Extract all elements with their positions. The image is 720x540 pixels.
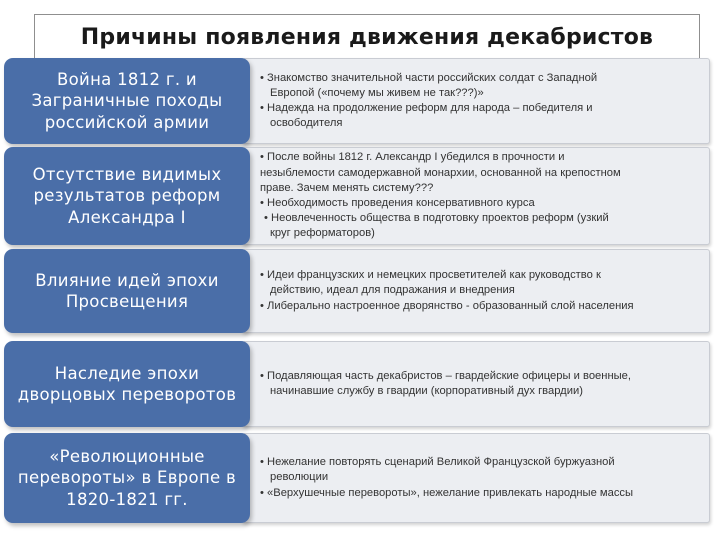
detail-line: • Либерально настроенное дворянство - образованный слой населения [260, 299, 634, 312]
cause-row-2 [4, 147, 710, 245]
cause-row-1 [4, 58, 710, 144]
detail-line: начинавшие службу в гвардии (корпоративный дух гвардии) [270, 385, 583, 397]
detail-line: • Идеи французских и немецких просветителей как руководство к [260, 269, 601, 282]
detail-text-3 [260, 249, 704, 333]
slide-title: Причины появления движения декабристов [80, 24, 654, 50]
detail-line: Европой («почему мы живем не так???)» [270, 86, 484, 99]
detail-line: • После войны 1812 г. Александр I убедился в прочности и [260, 151, 565, 164]
cause-row-4 [4, 341, 710, 427]
detail-line: • Надежда на продолжение реформ для народа – победителя и [260, 102, 593, 114]
detail-line: праве. Зачем менять систему??? [260, 181, 434, 194]
detail-line: незыблемости самодержавной монархии, основанной на крепостном [260, 166, 621, 179]
detail-text-5 [260, 433, 704, 523]
detail-text-4 [260, 341, 704, 427]
cause-row-5 [4, 433, 710, 523]
cause-box-4: Наследие эпохи дворцовых переворотов [4, 341, 250, 427]
cause-box-5: «Революционные перевороты» в Европе в 1820-1821 гг. [4, 433, 250, 523]
cause-box-1: Война 1812 г. и Заграничные походы российской армии [4, 58, 250, 144]
detail-line: освободителя [270, 117, 343, 130]
detail-line: • Подавляющая часть декабристов – гвардейские офицеры и военные, [260, 369, 631, 382]
detail-text-1 [260, 58, 704, 144]
cause-box-3: Влияние идей эпохи Просвещения [4, 249, 250, 333]
detail-line: действию, идеал для подражания и внедрения [270, 284, 515, 297]
cause-row-3 [4, 249, 710, 333]
title-box [34, 14, 700, 60]
detail-line: • Неовлеченность общества в подготовку проектов реформ (узкий [264, 212, 609, 225]
detail-line: • Необходимость проведения консервативного курса [260, 197, 535, 209]
detail-line: круг реформаторов) [270, 227, 375, 240]
detail-line: • «Верхушечные перевороты», нежелание привлекать народные массы [260, 486, 634, 499]
cause-box-2: Отсутствие видимых результатов реформ Александра I [4, 147, 250, 245]
detail-line: революции [270, 471, 329, 484]
detail-text-2 [260, 147, 704, 245]
detail-line: • Нежелание повторять сценарий Великой Французской буржуазной [260, 456, 615, 469]
detail-line: • Знакомство значительной части российских солдат с Западной [260, 71, 598, 84]
